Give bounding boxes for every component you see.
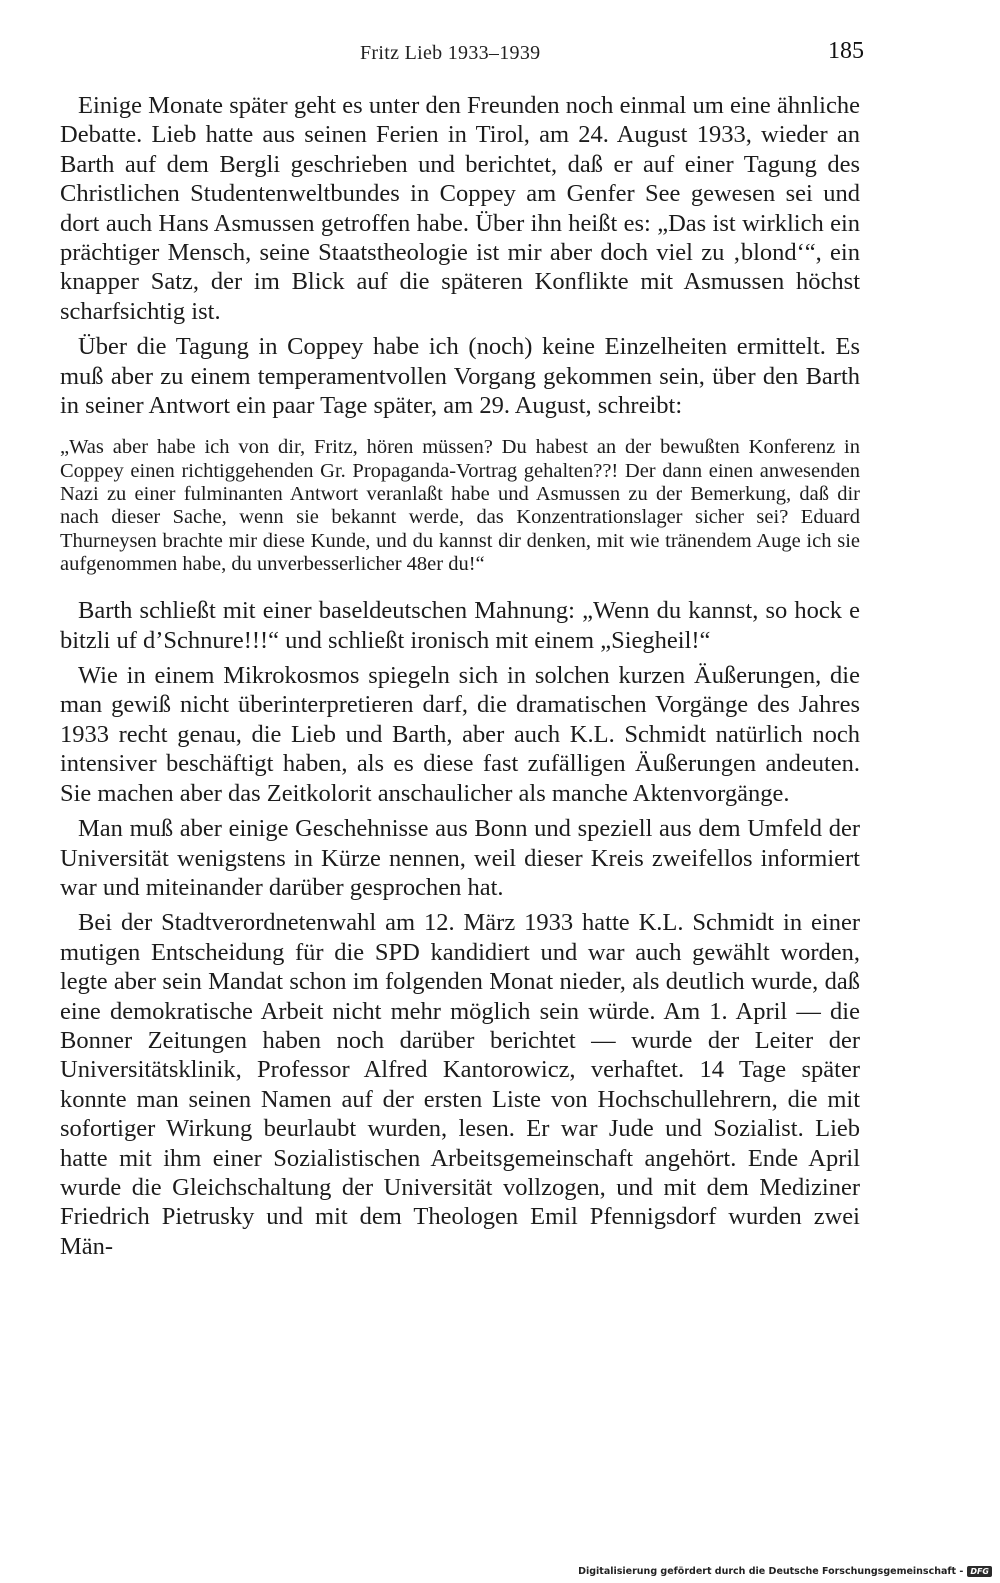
- running-head: [60, 38, 864, 72]
- footer-credit: Digitalisierung gefördert durch die Deutsche Forschungsgemeinschaft -: [578, 1566, 964, 1577]
- digitization-footer: [578, 1566, 992, 1577]
- dfg-logo-icon: DFG: [967, 1566, 992, 1577]
- paragraph-2: Über die Tagung in Coppey habe ich (noch) keine Einzelheiten ermittelt. Es muß aber zu einem temperamentvollen Vorgang gekommen sein, über den Barth in seiner Antwort ein paar Tage später, am 29. August, schreibt:: [60, 333, 860, 420]
- running-title: Fritz Lieb 1933–1939: [360, 42, 541, 64]
- block-quote: „Was aber habe ich von dir, Fritz, hören müssen? Du habest an der bewußten Konferenz in Coppey einen richtiggehenden Gr. Propaganda-Vortrag gehalten??! Der dann einen anwesenden Nazi zu einer fulminanten Antwort veranlaßt habe und Asmussen zu der Bemerkung, daß dir nach dieser Sache, wenn sie bekannt werde, das Konzentrationslager sicher sei? Eduard Thurneysen brachte mir diese Kunde, und du kannst dir denken, mit wie tränendem Auge ich sie aufgenommen habe, du unverbesserlicher 48er du!“: [60, 436, 860, 575]
- paragraph-4: Wie in einem Mikrokosmos spiegeln sich in solchen kurzen Äußerungen, die man gewiß nicht überinterpretieren darf, die dramatischen Vorgänge des Jahres 1933 recht genau, die Lieb und Barth, aber auch K.L. Schmidt natürlich noch intensiver beschäftigt haben, als es diese fast zufälligen Äußerungen andeuten. Sie machen aber das Zeitkolorit anschaulicher als manche Aktenvorgänge.: [60, 662, 860, 807]
- page-number: 185: [828, 38, 864, 64]
- paragraph-3: Barth schließt mit einer baseldeutschen Mahnung: „Wenn du kannst, so hock e bitzli uf d’Schnure!!!“ und schließt ironisch mit einem „Siegheil!“: [60, 597, 860, 654]
- paragraph-6: Bei der Stadtverordnetenwahl am 12. März 1933 hatte K.L. Schmidt in einer mutigen Entscheidung für die SPD kandidiert und war auch gewählt worden, legte aber sein Mandat schon im folgenden Monat nieder, als deutlich wurde, daß eine demokratische Arbeit nicht mehr möglich sein würde. Am 1. April — die Bonner Zeitungen haben noch darüber berichtet — wurde der Leiter der Universitätsklinik, Professor Alfred Kantorowicz, verhaftet. 14 Tage später konnte man seinen Namen auf der ersten Liste von Hochschullehrern, die mit sofortiger Wirkung beurlaubt wurden, lesen. Er war Jude und Sozialist. Lieb hatte mit ihm einer Sozialistischen Arbeitsgemeinschaft angehört. Ende April wurde die Gleichschaltung der Universität vollzogen, und mit dem Mediziner Friedrich Pietrusky und mit dem Theologen Emil Pfennigsdorf wurden zwei Män-: [60, 909, 860, 1260]
- paragraph-5: Man muß aber einige Geschehnisse aus Bonn und speziell aus dem Umfeld der Universität wenigstens in Kürze nennen, weil dieser Kreis zweifellos informiert war und miteinander darüber gesprochen hat.: [60, 815, 860, 901]
- paragraph-1: Einige Monate später geht es unter den Freunden noch einmal um eine ähnliche Debatte. Lieb hatte aus seinen Ferien in Tirol, am 24. August 1933, wieder an Barth auf dem Bergli geschrieben und berichtet, daß er auf einer Tagung des Christlichen Studentenweltbundes in Coppey am Genfer See gewesen sei und dort auch Hans Asmussen getroffen habe. Über ihn heißt es: „Das ist wirklich ein prächtiger Mensch, seine Staatstheologie ist mir aber doch viel zu ‚blond‘“, ein knapper Satz, der im Blick auf die späteren Konflikte mit Asmussen höchst scharfsichtig ist.: [60, 92, 860, 325]
- body-text: [60, 91, 860, 1267]
